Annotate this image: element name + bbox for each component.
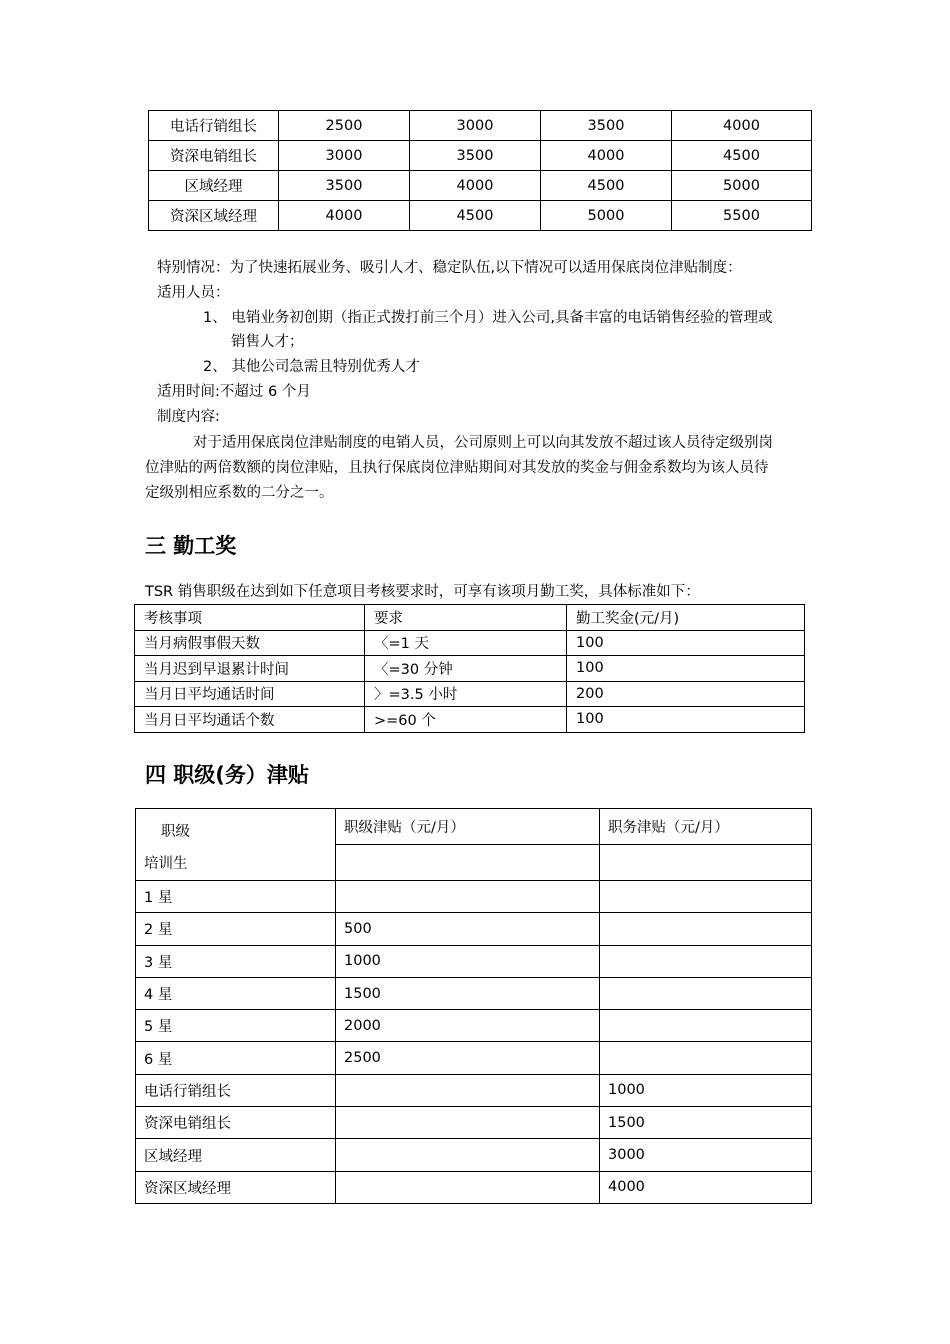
column-header: 勤工奖金(元/月): [567, 605, 805, 631]
table-cell: 3000: [279, 141, 410, 171]
rank-header-cell: [136, 809, 336, 881]
list-item: 1、 电销业务初创期（指正式拨打前三个月）进入公司,具备丰富的电话销售经验的管理或: [203, 310, 773, 326]
table-cell: 4000: [672, 111, 812, 141]
table-cell: 2500: [336, 1042, 600, 1074]
table-cell: 5500: [672, 201, 812, 231]
table-cell: 5 星: [136, 1010, 336, 1042]
table-cell: 6 星: [136, 1042, 336, 1074]
table-cell: 资深电销组长: [136, 1107, 336, 1139]
column-header: 要求: [365, 605, 567, 631]
table-cell: 100: [567, 707, 805, 733]
table-row: [149, 201, 812, 231]
table-cell: [336, 1107, 600, 1139]
table-cell: 区域经理: [136, 1139, 336, 1171]
content-paragraph: 对于适用保底岗位津贴制度的电销人员，公司原则上可以向其发放不超过该人员待定级别岗: [193, 435, 773, 451]
rank-header-label: 职级: [161, 824, 190, 840]
table-cell: [336, 1139, 600, 1171]
table-cell: 电话行销组长: [136, 1074, 336, 1106]
table-row: [136, 1171, 812, 1203]
table-cell: [336, 1074, 600, 1106]
table-cell: 资深区域经理: [136, 1171, 336, 1203]
table-cell: 4000: [410, 171, 541, 201]
table-cell: 当月日平均通话时间: [135, 681, 365, 707]
table-cell: [600, 1042, 812, 1074]
table-cell: 当月病假事假天数: [135, 630, 365, 656]
table-cell: 资深区域经理: [149, 201, 279, 231]
table-cell: 〈=30 分钟: [365, 656, 567, 682]
table-cell: >=60 个: [365, 707, 567, 733]
table-cell: [600, 945, 812, 977]
table-row: [136, 1107, 812, 1139]
table-cell: 4500: [541, 171, 672, 201]
column-header: 职级津贴（元/月）: [336, 809, 600, 845]
table-cell: 区域经理: [149, 171, 279, 201]
table-cell: 4000: [279, 201, 410, 231]
table-row: [149, 111, 812, 141]
table-cell: 200: [567, 681, 805, 707]
table-cell: 3500: [541, 111, 672, 141]
table-cell: 3500: [410, 141, 541, 171]
table-cell: 1000: [600, 1074, 812, 1106]
table-cell: [336, 1171, 600, 1203]
salary-table-body: [149, 111, 812, 231]
table-row: [149, 141, 812, 171]
table-cell: 资深电销组长: [149, 141, 279, 171]
table-cell: 4 星: [136, 977, 336, 1009]
table-cell: 4000: [541, 141, 672, 171]
table-row: [136, 977, 812, 1009]
table-cell: 500: [336, 913, 600, 945]
table-cell: 100: [567, 656, 805, 682]
table-cell: 电话行销组长: [149, 111, 279, 141]
table-row: [136, 1139, 812, 1171]
table-row: [149, 171, 812, 201]
table-row: [135, 681, 805, 707]
column-header: 考核事项: [135, 605, 365, 631]
table-header-row: [136, 809, 812, 845]
table-row: [136, 913, 812, 945]
table-cell: 3000: [600, 1139, 812, 1171]
table-cell: 〉=3.5 小时: [365, 681, 567, 707]
table-cell: [600, 845, 812, 881]
attendance-bonus-table: [134, 604, 805, 733]
table-cell: [336, 845, 600, 881]
table-cell: 2000: [336, 1010, 600, 1042]
section-heading: 四 职级(务）津贴: [145, 763, 309, 787]
rank-table-body: [136, 809, 812, 1204]
attendance-table-body: [135, 605, 805, 733]
special-intro: 特别情况：为了快速拓展业务、吸引人才、稳定队伍,以下情况可以适用保底岗位津贴制度：: [157, 260, 742, 276]
table-cell: [600, 913, 812, 945]
trainee-label: 培训生: [144, 856, 188, 872]
rank-allowance-table: [135, 808, 812, 1204]
column-header: 职务津贴（元/月）: [600, 809, 812, 845]
table-cell: 当月日平均通话个数: [135, 707, 365, 733]
table-header-row: [135, 605, 805, 631]
table-cell: 100: [567, 630, 805, 656]
list-item: 2、 其他公司急需且特别优秀人才: [203, 359, 420, 375]
table-cell: 2500: [279, 111, 410, 141]
table-row: [135, 707, 805, 733]
table-cell: 3 星: [136, 945, 336, 977]
table-cell: 1 星: [136, 881, 336, 913]
table-cell: [600, 977, 812, 1009]
table-cell: 当月迟到早退累计时间: [135, 656, 365, 682]
table-cell: 4500: [672, 141, 812, 171]
table-cell: 4500: [410, 201, 541, 231]
table-cell: 3500: [279, 171, 410, 201]
table-cell: [600, 1010, 812, 1042]
table-row: [136, 1010, 812, 1042]
table-row: [135, 630, 805, 656]
table-row: [136, 945, 812, 977]
table-cell: [600, 881, 812, 913]
table-cell: 2 星: [136, 913, 336, 945]
table-cell: 1000: [336, 945, 600, 977]
table-row: [136, 1074, 812, 1106]
table-row: [135, 656, 805, 682]
applicable-label: 适用人员：: [157, 285, 230, 301]
table-cell: 5000: [541, 201, 672, 231]
section-intro: TSR 销售职级在达到如下任意项目考核要求时，可享有该项月勤工奖，具体标准如下：: [145, 584, 700, 600]
section-heading: 三 勤工奖: [145, 534, 237, 558]
table-cell: 〈=1 天: [365, 630, 567, 656]
applicable-time: 适用时间:不超过 6 个月: [157, 384, 311, 400]
table-row: [136, 1042, 812, 1074]
content-paragraph: 位津贴的两倍数额的岗位津贴，且执行保底岗位津贴期间对其发放的奖金与佣金系数均为该人员待: [145, 460, 769, 476]
table-cell: [336, 881, 600, 913]
table-row: [136, 881, 812, 913]
table-cell: 4000: [600, 1171, 812, 1203]
table-cell: 1500: [336, 977, 600, 1009]
content-paragraph: 定级别相应系数的二分之一。: [145, 485, 334, 501]
salary-table: [148, 110, 812, 231]
content-label: 制度内容:: [157, 409, 220, 425]
table-cell: 1500: [600, 1107, 812, 1139]
table-cell: 5000: [672, 171, 812, 201]
table-cell: 3000: [410, 111, 541, 141]
list-item-continued: 销售人才；: [231, 334, 304, 350]
